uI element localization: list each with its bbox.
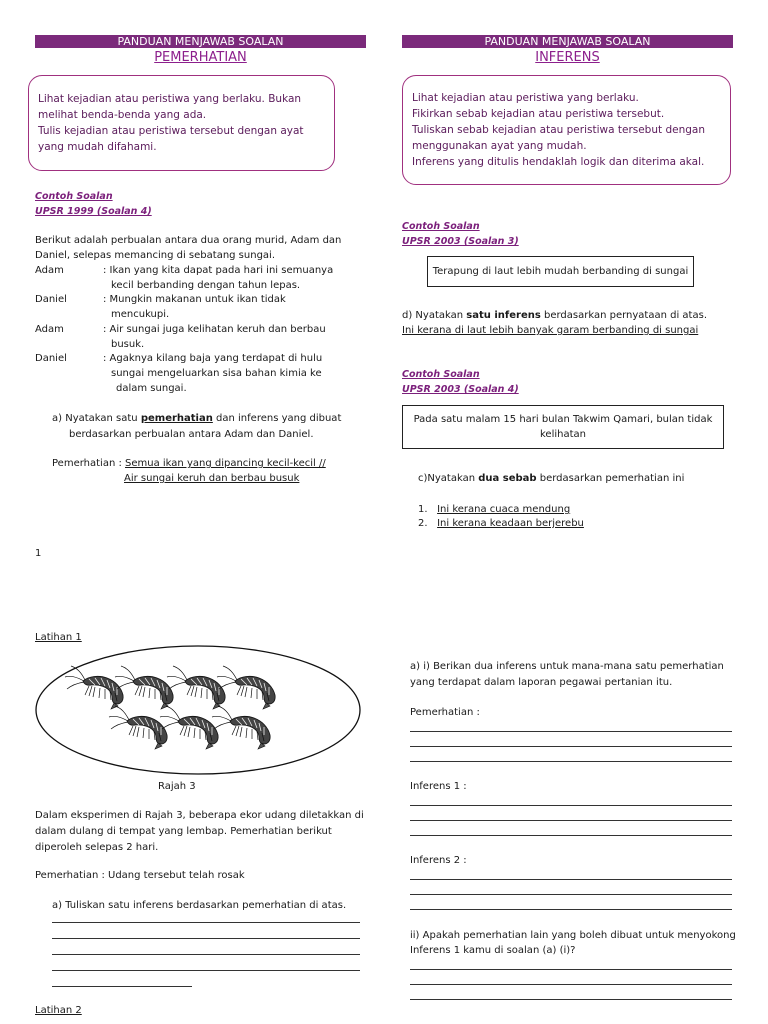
question-c	[418, 471, 684, 486]
pemerhatian-answer: Semua ikan yang dipancing kecil-kecil //	[125, 458, 326, 469]
guide-line: Lihat kejadian atau peristiwa yang berlaku. Bukan	[38, 93, 302, 105]
answer-line[interactable]	[52, 986, 192, 987]
contoh-soalan-label: Contoh Soalan	[402, 369, 480, 380]
upsr-reference: UPSR 2003 (Soalan 3)	[402, 236, 519, 247]
pemerhatian-label: Pemerhatian :	[410, 707, 480, 718]
guide-line: menggunakan ayat yang mudah.	[412, 140, 587, 152]
dialog-line: kecil berbanding dengan tahun lepas.	[111, 280, 301, 291]
dialog-line: : Mungkin makanan untuk ikan tidak	[103, 294, 286, 305]
statement-box	[402, 405, 724, 449]
intro-text: Daniel, selepas memancing di sebatang sungai.	[35, 250, 276, 261]
right-subtitle: INFERENS	[535, 50, 600, 65]
answer-line[interactable]	[410, 984, 732, 985]
dialog-line: : Air sungai juga kelihatan keruh dan berbau	[103, 324, 326, 335]
answer-line[interactable]	[52, 938, 360, 939]
dialog-speaker: Adam	[35, 265, 64, 276]
dialog-line: : Ikan yang kita dapat pada hari ini semuanya	[103, 265, 334, 276]
pemerhatian-answer-row	[52, 456, 326, 471]
answer-line[interactable]	[52, 954, 360, 955]
contoh-soalan-label: Contoh Soalan	[35, 191, 113, 202]
upsr-reference: UPSR 2003 (Soalan 4)	[402, 384, 519, 395]
contoh-soalan-label: Contoh Soalan	[402, 221, 480, 232]
question-a-line2: berdasarkan perbualan antara Adam dan Daniel.	[69, 429, 314, 440]
answer-line[interactable]	[410, 761, 732, 762]
reason-1: 1. Ini kerana cuaca mendung	[418, 504, 571, 515]
figure-caption: Rajah 3	[158, 781, 196, 792]
statement-text: kelihatan	[540, 429, 586, 440]
shrimp-tray-figure	[33, 643, 363, 777]
right-header-bar: PANDUAN MENJAWAB SOALAN	[402, 35, 733, 48]
page-number: 1	[35, 548, 42, 559]
upsr-reference: UPSR 1999 (Soalan 4)	[35, 206, 152, 217]
dialog-line: mencukupi.	[111, 309, 170, 320]
question-text: d) Nyatakan	[402, 310, 467, 321]
question-text: dan inferens yang dibuat	[212, 413, 342, 424]
pemerhatian-statement: Pemerhatian : Udang tersebut telah rosak	[35, 870, 245, 881]
intro-text: Berikut adalah perbualan antara dua orang murid, Adam dan	[35, 235, 342, 246]
left-guide-box	[28, 75, 335, 171]
pemerhatian-label: Pemerhatian :	[52, 458, 126, 469]
answer-line[interactable]	[410, 999, 732, 1000]
question-aii: Inferens 1 kamu di soalan (a) (i)?	[410, 945, 576, 956]
guide-line: Lihat kejadian atau peristiwa yang berlaku.	[412, 92, 639, 104]
guide-line: Fikirkan sebab kejadian atau peristiwa tersebut.	[412, 108, 665, 120]
question-keyword: dua sebab	[478, 473, 537, 484]
question-ai: a) i) Berikan dua inferens untuk mana-mana satu pemerhatian	[410, 661, 724, 672]
question-d-answer: Ini kerana di laut lebih banyak garam berbanding di sungai	[402, 325, 699, 336]
question-text: c)Nyatakan	[418, 473, 479, 484]
guide-line: Tuliskan sebab kejadian atau peristiwa tersebut dengan	[412, 124, 705, 136]
answer-line[interactable]	[410, 909, 732, 910]
question-ai: yang terdapat dalam laporan pegawai pertanian itu.	[410, 677, 673, 688]
answer-line[interactable]	[410, 835, 732, 836]
answer-line[interactable]	[410, 731, 732, 732]
question-aii: ii) Apakah pemerhatian lain yang boleh dibuat untuk menyokong	[410, 930, 736, 941]
question-text: berdasarkan pemerhatian ini	[536, 473, 685, 484]
dialog-line: : Agaknya kilang baja yang terdapat di hulu	[103, 353, 323, 364]
question-keyword: satu inferens	[466, 310, 541, 321]
answer-line[interactable]	[410, 805, 732, 806]
pemerhatian-answer-2: Air sungai keruh dan berbau busuk	[124, 473, 300, 484]
question-write-inferens: a) Tuliskan satu inferens berdasarkan pemerhatian di atas.	[52, 900, 347, 911]
dialog-line: sungai mengeluarkan sisa bahan kimia ke	[111, 368, 322, 379]
guide-line: melihat benda-benda yang ada.	[38, 109, 207, 121]
question-d	[402, 308, 707, 323]
inferens-1-label: Inferens 1 :	[410, 781, 467, 792]
inferens-2-label: Inferens 2 :	[410, 855, 467, 866]
guide-line: Inferens yang ditulis hendaklah logik dan diterima akal.	[412, 156, 705, 168]
answer-line[interactable]	[52, 970, 360, 971]
experiment-text: diperoleh selepas 2 hari.	[35, 842, 159, 853]
left-subtitle: PEMERHATIAN	[154, 50, 247, 65]
right-guide-box	[402, 75, 731, 185]
dialog-line: busuk.	[111, 339, 145, 350]
answer-line[interactable]	[410, 820, 732, 821]
dialog-line: dalam sungai.	[116, 383, 187, 394]
question-keyword: pemerhatian	[140, 413, 213, 424]
reason-text: Ini kerana keadaan berjerebu	[437, 518, 584, 529]
reason-text: Ini kerana cuaca mendung	[437, 504, 571, 515]
guide-line: yang mudah difahami.	[38, 141, 157, 153]
guide-line: Tulis kejadian atau peristiwa tersebut dengan ayat	[38, 125, 304, 137]
question-text: a) Nyatakan satu	[52, 413, 141, 424]
latihan-2-title: Latihan 2	[35, 1005, 82, 1016]
answer-line[interactable]	[410, 969, 732, 970]
statement-box: Terapung di laut lebih mudah berbanding di sungai	[427, 256, 694, 287]
statement-text: Pada satu malam 15 hari bulan Takwim Qamari, bulan tidak	[413, 414, 713, 425]
answer-line[interactable]	[410, 746, 732, 747]
question-a	[52, 411, 341, 426]
answer-line[interactable]	[410, 894, 732, 895]
experiment-text: dalam dulang di tempat yang lembap. Pemerhatian berikut	[35, 826, 332, 837]
answer-line[interactable]	[410, 879, 732, 880]
question-text: berdasarkan pernyataan di atas.	[540, 310, 707, 321]
experiment-text: Dalam eksperimen di Rajah 3, beberapa ekor udang diletakkan di	[35, 810, 364, 821]
reason-2: 2. Ini kerana keadaan berjerebu	[418, 518, 584, 529]
dialog-speaker: Daniel	[35, 294, 67, 305]
left-header-bar: PANDUAN MENJAWAB SOALAN	[35, 35, 366, 48]
dialog-speaker: Adam	[35, 324, 64, 335]
answer-line[interactable]	[52, 922, 360, 923]
latihan-1-title: Latihan 1	[35, 632, 82, 643]
dialog-speaker: Daniel	[35, 353, 67, 364]
